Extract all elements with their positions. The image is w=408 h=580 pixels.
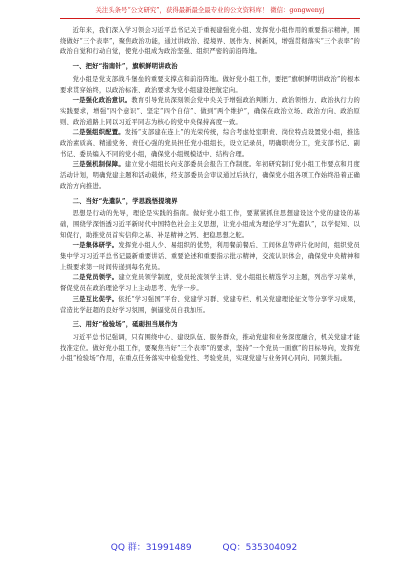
body-paragraph bbox=[60, 26, 360, 58]
paragraph-text: 教育引导党员深刻领会党中央关于增强政治判断力、政治领悟力、政治执行力的实践要求，增强“四个意识”、坚定“四个自信”、做到“两个维护”，确保在政治立场、政治方向、政治原则、政治道路上同以习近平同志为核心的党中央保持高度一致。 bbox=[60, 97, 360, 126]
body-paragraph bbox=[60, 96, 360, 128]
body-paragraph bbox=[60, 241, 360, 273]
paragraph-text: 发扬“支部建在连上”的光荣传统，综合考虑处室职责、岗位特点设置党小组，推选政治素质高、精通党务、责任心强的党员担任党小组组长，设立记录员，明确职责分工，党支部书记、副书记、委员编入不同的党小组，确保党小组规模适中、结构合理。 bbox=[60, 129, 360, 158]
paragraph-text: 党小组是党支部战斗堡垒的重要支撑点和前沿阵地。做好党小组工作，要把“旗帜鲜明讲政治”的根本要求贯穿始终，以政治标准、政治要求为党小组建设把航定向。 bbox=[60, 75, 360, 94]
body-paragraph bbox=[60, 209, 360, 241]
paragraph-text: 建立党员领学制度，党员轮流领学主讲、党小组组长精选学习主题，列出学习菜单，督促党员在政治理论学习上主动思考、先学一步。 bbox=[60, 274, 360, 293]
section-heading: 三、用好“检验场”，砥砺担当展作为 bbox=[72, 321, 178, 329]
footer-qq-group: QQ 群：31991489 bbox=[110, 543, 192, 553]
paragraph-text: 思想是行动的先导，理论是实践的指南。做好党小组工作，要紧紧抓住思想建设这个党的建设的基础，围绕学深悟透习近平新时代中国特色社会主义思想，让党小组成为理论学习“先遣队”，以学促知、以知促行，助推党员首实信仰之基、补足精神之钙、把稳思想之舵。 bbox=[60, 210, 360, 239]
body-paragraph bbox=[60, 295, 360, 316]
paragraph-text: 近年来，我们深入学习领会习近平总书记关于重视建强党小组、发挥党小组作用的重要指示精神，围绕做好“三个表率”，聚焦政治功能，通过讲政治、提境界、展作为、树新风，增强贯彻落实“三个表率”的政治自觉和行动自觉，使党小组成为政治坚强、组织严密的前沿阵地。 bbox=[60, 27, 360, 56]
body-paragraph bbox=[60, 128, 360, 160]
paragraph-text: 依托“学习强国”平台、党建学习群、党建专栏、机关党建理论征文等分享学习成果，营造比学赶超的良好学习氛围，倒逼党员自我加压。 bbox=[60, 295, 360, 314]
document-body bbox=[60, 26, 360, 365]
paragraph-lead: 一是集体研学。 bbox=[72, 242, 119, 250]
paragraph-text: 建立党小组组长向支部委员会报告工作制度。年初研究制订党小组工作要点和月度活动计划，明确党建主题和活动载体，经支部委员会审议通过后执行，确保党小组各项工作始终沿着正确政治方向推进。 bbox=[60, 161, 360, 190]
body-paragraph bbox=[60, 75, 360, 96]
paragraph-lead: 三是强机制保障。 bbox=[72, 161, 125, 169]
body-paragraph bbox=[60, 273, 360, 294]
section-heading: 二、当好“先遣队”，学思践悟提境界 bbox=[72, 197, 178, 205]
paragraph-text: 发挥党小组人少、易组织的优势，利用餐前餐后、工间休息等碎片化时间，组织党员集中学习习近平总书记最新重要讲话、重要论述和重要指示批示精神，交流认识体会，确保党中央精神和上级要求第一时间传递到每名党员。 bbox=[60, 242, 360, 271]
paragraph-lead: 二是强组织配置。 bbox=[72, 129, 125, 137]
paragraph-text: 习近平总书记强调，只有围绕中心、建设队伍、服务群众，推动党建和业务深度融合，机关党建才能找准定位。做好党小组工作，要聚焦当好“三个表率”的要求，坚持“一个党员一面旗”的目标导向，发挥党小组“检验场”作用，在重点任务落实中检验党性、考验党员，实现党建与业务同心同向、同频共振。 bbox=[60, 333, 360, 363]
footer bbox=[0, 540, 408, 553]
section-heading: 一、把好“指南针”，旗帜鲜明讲政治 bbox=[72, 63, 178, 71]
paragraph-lead: 二是党员领学。 bbox=[72, 274, 119, 282]
paragraph-lead: 一是强化政治意识。 bbox=[72, 97, 132, 105]
footer-qq: QQ：535304092 bbox=[222, 543, 298, 553]
body-paragraph bbox=[60, 160, 360, 192]
body-paragraph bbox=[60, 333, 360, 365]
header-banner: 关注头条号“公文研究”，获得最新最全最专业的公文资料库！ 微信：gongwenyj bbox=[60, 6, 360, 19]
paragraph-lead: 三是互比促学。 bbox=[72, 295, 119, 303]
